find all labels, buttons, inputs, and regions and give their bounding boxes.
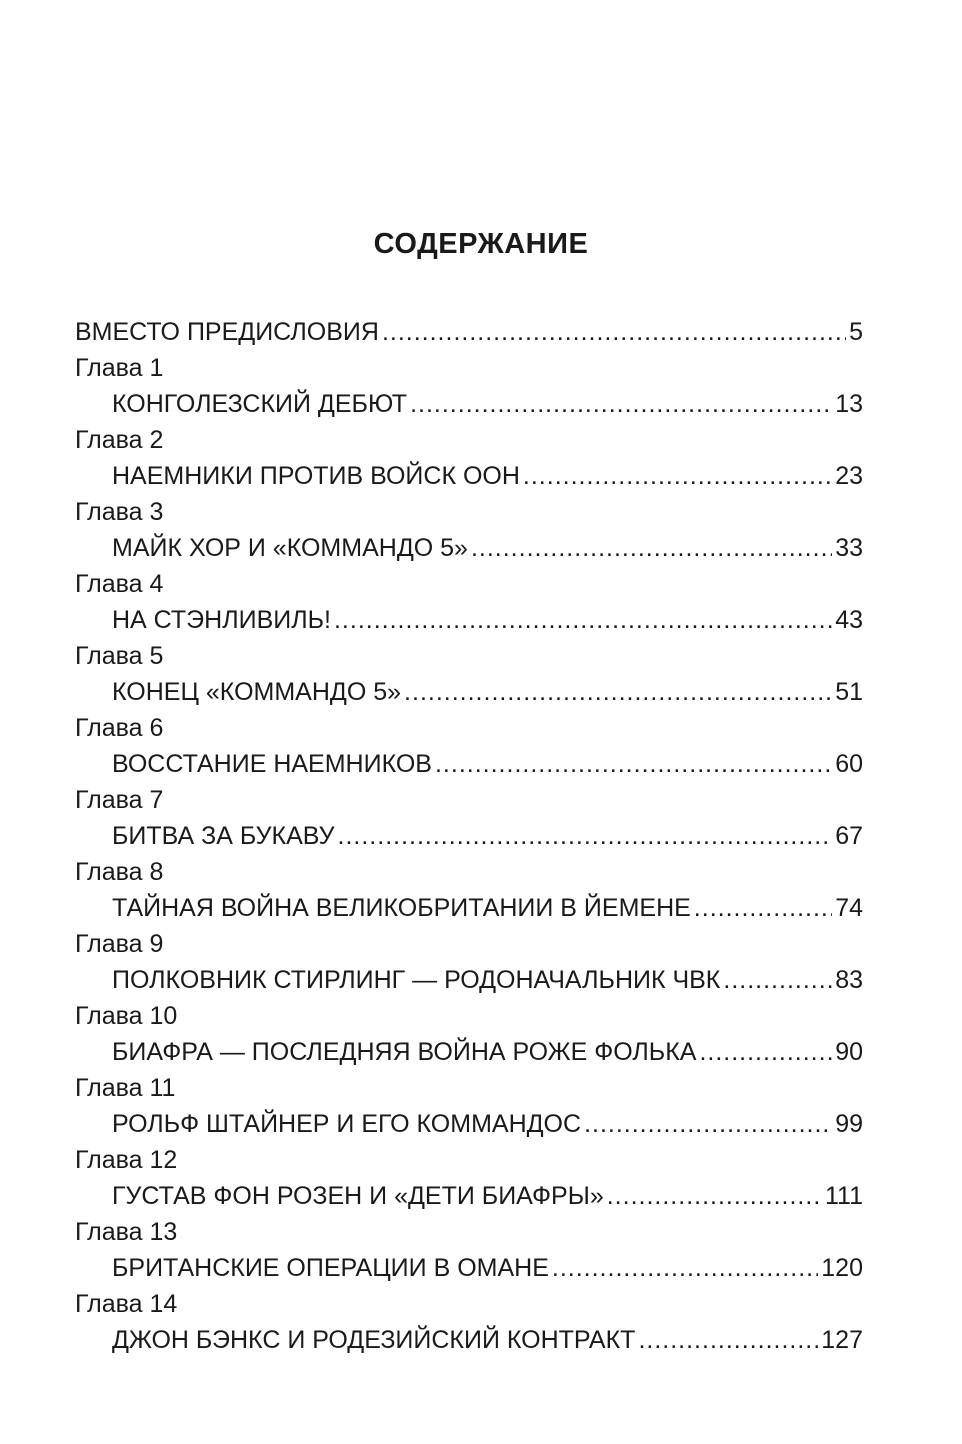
chapter-label: Глава 1 — [75, 354, 164, 382]
toc-entry-title: РОЛЬФ ШТАЙНЕР И ЕГО КОММАНДОС — [112, 1110, 582, 1138]
toc-page-number: 43 — [835, 606, 863, 634]
toc-entry — [75, 530, 863, 566]
toc-entry-preface — [75, 314, 863, 350]
toc-entry-title: ПОЛКОВНИК СТИРЛИНГ — РОДОНАЧАЛЬНИК ЧВК — [112, 966, 721, 994]
toc-entry — [75, 674, 863, 710]
chapter-label: Глава 4 — [75, 570, 164, 598]
chapter-label: Глава 12 — [75, 1146, 178, 1174]
dot-leader — [699, 1034, 832, 1070]
chapter-label: Глава 13 — [75, 1218, 178, 1246]
toc-entry-title: НАЕМНИКИ ПРОТИВ ВОЙСК ООН — [112, 462, 520, 490]
chapter-label: Глава 6 — [75, 714, 164, 742]
dot-leader — [638, 1322, 818, 1358]
toc-entry-title: ДЖОН БЭНКС И РОДЕЗИЙСКИЙ КОНТРАКТ — [112, 1326, 636, 1354]
chapter-label: Глава 9 — [75, 930, 164, 958]
chapter-list — [75, 350, 863, 1358]
toc-page-number: 23 — [835, 462, 863, 490]
dot-leader — [552, 1250, 818, 1286]
dot-leader — [334, 602, 832, 638]
toc-page-number: 60 — [835, 750, 863, 778]
toc-page-number: 90 — [835, 1038, 863, 1066]
toc-entry — [75, 1106, 863, 1142]
dot-leader — [723, 962, 832, 998]
toc-page-number: 83 — [835, 966, 863, 994]
toc-entry-title: БРИТАНСКИЕ ОПЕРАЦИИ В ОМАНЕ — [112, 1254, 549, 1282]
toc-page-number: 120 — [821, 1254, 863, 1282]
toc-entry-title: НА СТЭНЛИВИЛЬ! — [112, 606, 331, 634]
toc-entry — [75, 602, 863, 638]
dot-leader — [410, 386, 832, 422]
toc-entry-title: КОНЕЦ «КОММАНДО 5» — [112, 678, 402, 706]
toc-page-number: 33 — [835, 534, 863, 562]
chapter-label: Глава 7 — [75, 786, 164, 814]
table-of-contents — [75, 314, 863, 1358]
toc-entry-title: МАЙК ХОР И «КОММАНДО 5» — [112, 534, 468, 562]
toc-entry — [75, 1322, 863, 1358]
chapter-label: Глава 5 — [75, 642, 164, 670]
toc-entry — [75, 1034, 863, 1070]
dot-leader — [607, 1178, 822, 1214]
dot-leader — [382, 314, 846, 350]
toc-entry — [75, 962, 863, 998]
dot-leader — [404, 674, 832, 710]
toc-entry — [75, 890, 863, 926]
toc-entry-title: БИАФРА — ПОСЛЕДНЯЯ ВОЙНА РОЖЕ ФОЛЬКА — [112, 1038, 697, 1066]
toc-page-number: 111 — [824, 1182, 863, 1210]
dot-leader — [471, 530, 832, 566]
toc-entry — [75, 818, 863, 854]
dot-leader — [338, 818, 833, 854]
dot-leader — [694, 890, 832, 926]
toc-entry — [75, 1250, 863, 1286]
chapter-label: Глава 14 — [75, 1290, 178, 1318]
toc-entry — [75, 386, 863, 422]
toc-entry-title: ВМЕСТО ПРЕДИСЛОВИЯ — [75, 318, 379, 346]
chapter-label: Глава 2 — [75, 426, 164, 454]
page-title: СОДЕРЖАНИЕ — [373, 228, 589, 260]
toc-entry — [75, 458, 863, 494]
dot-leader — [435, 746, 832, 782]
toc-page-number: 13 — [835, 390, 863, 418]
toc-page-number: 74 — [835, 894, 863, 922]
toc-entry — [75, 1178, 863, 1214]
toc-page-number: 99 — [835, 1110, 863, 1138]
chapter-label: Глава 8 — [75, 858, 164, 886]
toc-entry-title: БИТВА ЗА БУКАВУ — [112, 822, 335, 850]
chapter-label: Глава 10 — [75, 1002, 178, 1030]
chapter-label: Глава 3 — [75, 498, 164, 526]
toc-entry-title: ТАЙНАЯ ВОЙНА ВЕЛИКОБРИТАНИИ В ЙЕМЕНЕ — [112, 894, 691, 922]
dot-leader — [584, 1106, 832, 1142]
chapter-label: Глава 11 — [75, 1074, 176, 1102]
toc-page-number: 51 — [835, 678, 863, 706]
toc-entry-title: КОНГОЛЕЗСКИЙ ДЕБЮТ — [112, 390, 408, 418]
toc-entry — [75, 746, 863, 782]
toc-entry-title: ГУСТАВ ФОН РОЗЕН И «ДЕТИ БИАФРЫ» — [112, 1182, 604, 1210]
dot-leader — [523, 458, 832, 494]
toc-page-number: 67 — [835, 822, 863, 850]
toc-page-number: 127 — [821, 1326, 863, 1354]
toc-entry-title: ВОССТАНИЕ НАЕМНИКОВ — [112, 750, 432, 778]
toc-page-number: 5 — [849, 318, 863, 346]
